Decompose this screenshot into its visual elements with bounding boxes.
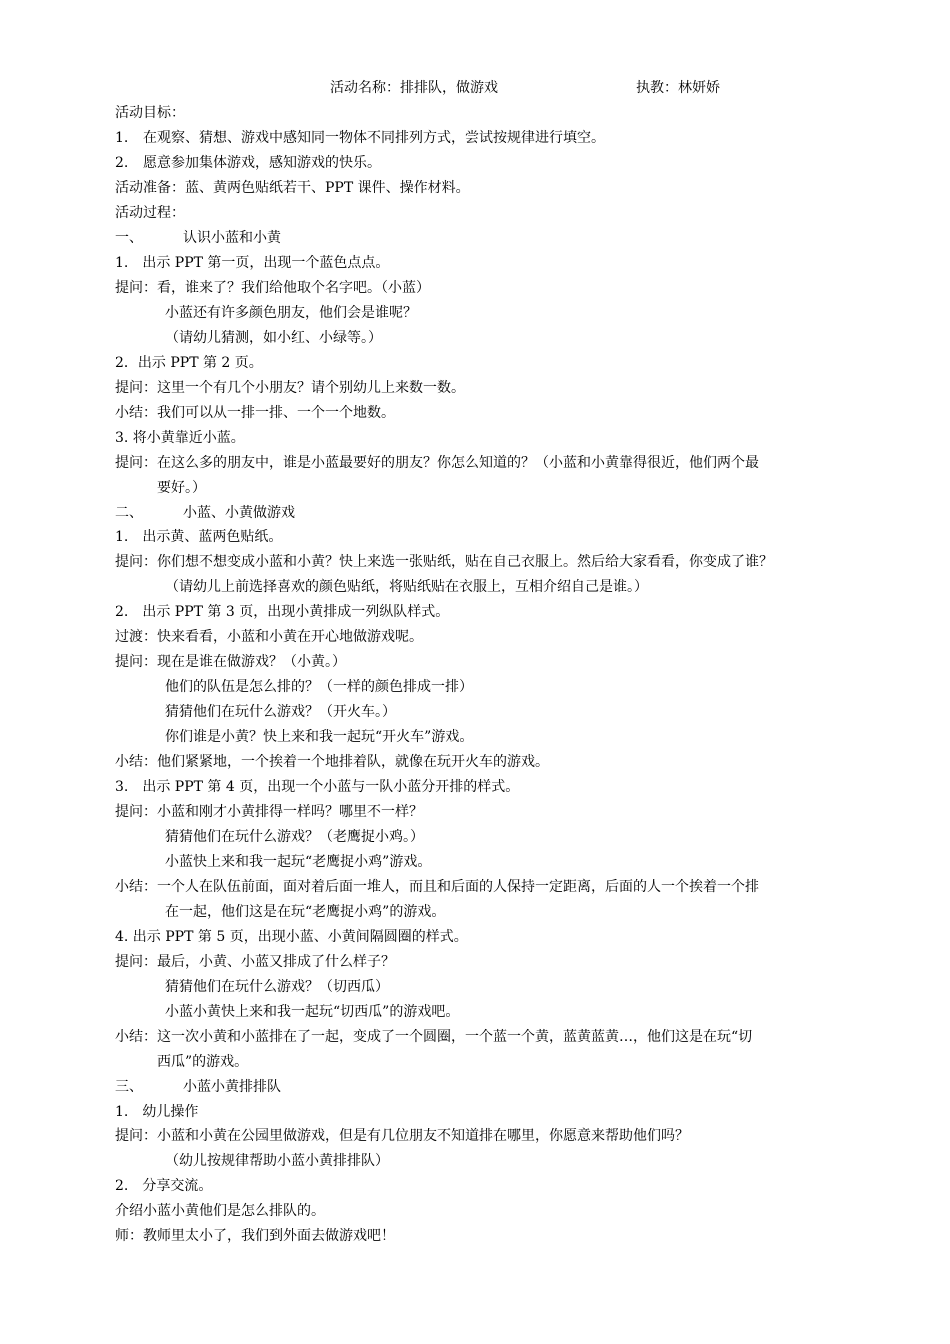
text-line: 提问：看，谁来了？我们给他取个名字吧。（小蓝）: [115, 280, 430, 296]
text-line: 提问：在这么多的朋友中，谁是小蓝最要好的朋友？你怎么知道的？（小蓝和小黄靠得很近，他们两个最: [115, 455, 759, 471]
text-line: 猜猜他们在玩什么游戏？（老鹰捉小鸡。）: [165, 829, 424, 845]
text-line: 小蓝还有许多颜色朋友，他们会是谁呢？: [165, 305, 417, 321]
text-line: 在一起，他们这是在玩“老鹰捉小鸡”的游戏。: [165, 904, 446, 920]
text-line: 小结：我们可以从一排一排、一个一个地数。: [115, 405, 395, 421]
goal-number: 1.: [115, 130, 129, 146]
process-heading: 活动过程：: [115, 205, 185, 221]
section-heading: [115, 501, 890, 525]
text-line: （请幼儿猜测，如小红、小绿等。）: [165, 330, 382, 346]
text-line: 小蓝快上来和我一起玩“老鹰捉小鸡”游戏。: [165, 854, 432, 870]
activity-name: 活动名称：排排队，做游戏: [330, 80, 498, 96]
text-line: 1. 幼儿操作: [115, 1104, 199, 1120]
section-number: 二、: [115, 505, 143, 521]
text-line: 提问：小蓝和刚才小黄排得一样吗？哪里不一样？: [115, 804, 423, 820]
goal-item: [115, 151, 890, 175]
text-line: 2. 出示 PPT 第 3 页，出现小黄排成一列纵队样式。: [115, 604, 450, 620]
text-line: 1. 出示黄、蓝两色贴纸。: [115, 529, 283, 545]
text-line: 提问：这里一个有几个小朋友？请个别幼儿上来数一数。: [115, 380, 465, 396]
text-line: 你们谁是小黄？快上来和我一起玩“开火车”游戏。: [165, 729, 474, 745]
text-line: 2．出示 PPT 第 2 页。: [115, 355, 263, 371]
text-line: 他们的队伍是怎么排的？（一样的颜色排成一排）: [165, 679, 473, 695]
text-line: 2. 分享交流。: [115, 1178, 213, 1194]
text-line: 猜猜他们在玩什么游戏？（开火车。）: [165, 704, 396, 720]
teacher-name: 执教：林妍娇: [636, 80, 720, 96]
text-line: 提问：现在是谁在做游戏？（小黄。）: [115, 654, 346, 670]
text-line: （幼儿按规律帮助小蓝小黄排排队）: [165, 1153, 389, 1169]
goals-heading: 活动目标：: [115, 105, 185, 121]
section-title: 认识小蓝和小黄: [183, 230, 281, 246]
text-line: 3. 出示 PPT 第 4 页，出现一个小蓝与一队小蓝分开排的样式。: [115, 779, 520, 795]
goal-number: 2.: [115, 155, 129, 171]
text-line: （请幼儿上前选择喜欢的颜色贴纸，将贴纸贴在衣服上，互相介绍自己是谁。）: [165, 579, 648, 595]
section-heading: [115, 226, 890, 250]
goal-text: 愿意参加集体游戏，感知游戏的快乐。: [143, 155, 381, 171]
text-line: 猜猜他们在玩什么游戏？（切西瓜）: [165, 979, 389, 995]
text-line: 3. 将小黄靠近小蓝。: [115, 430, 245, 446]
text-line: 小结：一个人在队伍前面，面对着后面一堆人，而且和后面的人保持一定距离，后面的人一个挨着一个排: [115, 879, 759, 895]
text-line: 提问：最后，小黄、小蓝又排成了什么样子？: [115, 954, 395, 970]
goal-item: [115, 126, 890, 150]
text-line: 小结：这一次小黄和小蓝排在了一起，变成了一个圆圈，一个蓝一个黄，蓝黄蓝黄…，他们这是在玩“切: [115, 1029, 753, 1045]
text-line: 介绍小蓝小黄他们是怎么排队的。: [115, 1203, 325, 1219]
goal-text: 在观察、猜想、游戏中感知同一物体不同排列方式，尝试按规律进行填空。: [143, 130, 605, 146]
section-title: 小蓝、小黄做游戏: [183, 505, 295, 521]
text-line: 小蓝小黄快上来和我一起玩“切西瓜”的游戏吧。: [165, 1004, 460, 1020]
section-heading: [115, 1075, 890, 1099]
text-line: 要好。）: [157, 480, 206, 496]
text-line: 过渡：快来看看，小蓝和小黄在开心地做游戏呢。: [115, 629, 423, 645]
section-number: 三、: [115, 1079, 143, 1095]
preparation: 活动准备：蓝、黄两色贴纸若干、PPT 课件、操作材料。: [115, 180, 470, 196]
text-line: 师：教师里太小了，我们到外面去做游戏吧！: [115, 1228, 395, 1244]
text-line: 西瓜”的游戏。: [157, 1054, 249, 1070]
section-number: 一、: [115, 230, 143, 246]
text-line: 4. 出示 PPT 第 5 页，出现小蓝、小黄间隔圆圈的样式。: [115, 929, 468, 945]
section-title: 小蓝小黄排排队: [183, 1079, 281, 1095]
text-line: 提问：小蓝和小黄在公园里做游戏，但是有几位朋友不知道排在哪里，你愿意来帮助他们吗？: [115, 1128, 689, 1144]
text-line: 提问：你们想不想变成小蓝和小黄？快上来选一张贴纸，贴在自己衣服上。然后给大家看看，你变成了谁？: [115, 554, 773, 570]
text-line: 1. 出示 PPT 第一页，出现一个蓝色点点。: [115, 255, 390, 271]
text-line: 小结：他们紧紧地，一个挨着一个地排着队，就像在玩开火车的游戏。: [115, 754, 549, 770]
